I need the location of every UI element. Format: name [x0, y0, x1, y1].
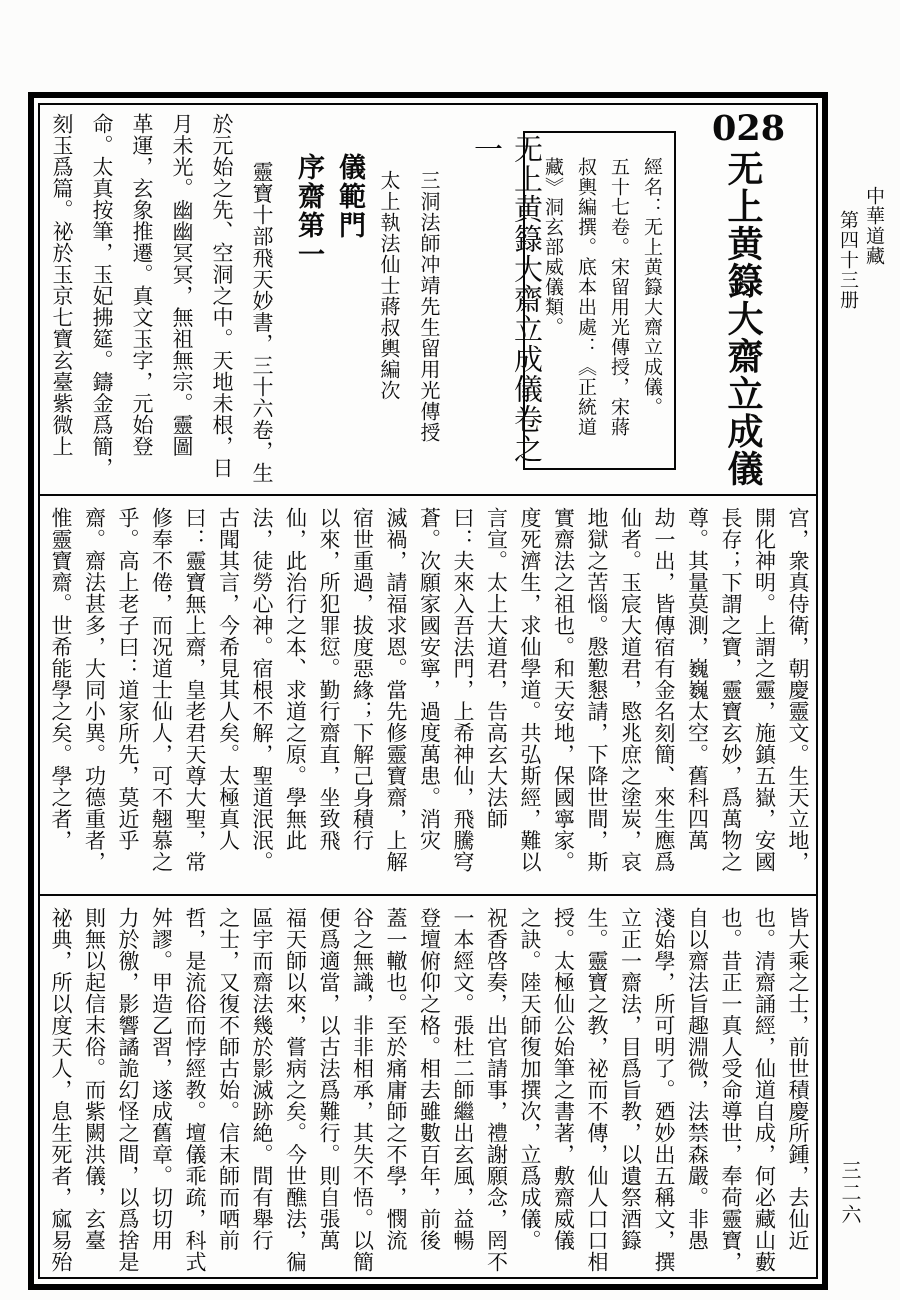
text-column: 蓋一轍也。至於痛庸師之不學，憫流 [384, 907, 408, 1251]
volume-title: 中華道藏 [863, 186, 884, 266]
text-column: 乎。高上老子曰：道家所先，莫近乎 [116, 507, 140, 851]
work-title: 无上黄籙大齋立成儀 [723, 150, 763, 488]
juan-title: 无上黄籙大齋立成儀卷之一 [470, 134, 542, 464]
text-column: 授。太極仙公始筆之書著，敷齋威儀 [551, 907, 576, 1251]
middle-register-body [42, 507, 814, 887]
text-column: 祝香啓奏，出官請事，禮謝願念，罔不 [484, 907, 509, 1273]
text-column: 仙者。玉宸大道君，愍兆庶之塗炭，哀 [618, 507, 643, 873]
top-register-body [41, 113, 282, 493]
text-column: 皆大乘之士，前世積慶所鍾，去仙近 [786, 907, 810, 1251]
colophon-line: 叔輿編撰。底本出處：《正統道 [575, 157, 596, 437]
text-column: 刻玉爲篇。祕於玉京七寶玄臺紫微上 [50, 113, 74, 457]
text-column: 一本經文。張杜二師繼出玄風，益暢 [451, 907, 475, 1251]
text-column: 便爲適當，以古法爲難行。則自張萬 [317, 907, 341, 1251]
text-column: 古聞其言，今希見其人矣。太極真人 [216, 507, 241, 851]
text-column: 月未光。幽幽冥冥，無祖無宗。靈圖 [170, 113, 194, 457]
text-column: 惟靈寶齋。世希能學之矣。學之者， [49, 507, 73, 851]
colophon-line: 藏》洞玄部威儀類。 [542, 157, 563, 337]
colophon-line: 五十七卷。宋留用光傳授，宋蔣 [608, 157, 629, 437]
text-column: 滅禍，請福求恩。當先修靈寶齋，上解 [384, 507, 408, 873]
text-column: 淺始學，所可明了。廼妙出五稱文，撰 [652, 907, 676, 1273]
text-column: 自以齋法旨趣淵微，法禁森嚴。非愚 [685, 907, 710, 1251]
attribution-line: 太上執法仙士蔣叔輿編次 [377, 170, 399, 401]
bottom-register-body [42, 907, 814, 1283]
page-number: 三二六 [838, 1160, 860, 1226]
volume-number: 第四十三册 [837, 210, 858, 310]
text-column: 齋。齋法甚多，大同小異。功德重者， [82, 507, 107, 873]
text-column: 開化神明。上謂之靈，施鎮五嶽，安國 [752, 507, 777, 873]
text-column: 之士，又復不師古始。信末師而哂前 [216, 907, 241, 1251]
text-column: 生。靈寶之教，祕而不傳，仙人口口相 [585, 907, 609, 1273]
text-column: 革運，玄象推遷。真文玉字，元始登 [130, 113, 154, 457]
register-divider-bottom [38, 894, 817, 896]
attribution-line: 三洞法師冲靖先生留用光傳授 [417, 170, 439, 443]
text-column: 也。清齋誦經，仙道自成，何必藏山藪 [752, 907, 777, 1273]
colophon-columns [536, 157, 668, 458]
text-column: 福天師以來，嘗病之矣。今世醮法，徧 [283, 907, 308, 1273]
text-column: 地獄之苦惱。慇懃懇請，下降世間，斯 [585, 507, 609, 873]
subsection-heading: 序齋第一 [294, 153, 324, 269]
text-column: 哲，是流俗而悖經教。壇儀乖疏，科式 [183, 907, 207, 1273]
text-column: 實齋法之祖也。和天安地，保國寧家。 [551, 507, 576, 873]
text-column: 靈寶十部飛天妙書，三十六卷，生 [250, 161, 274, 484]
text-column: 長存；下謂之寶，靈寶玄妙，爲萬物之 [719, 507, 743, 873]
register-divider-top [38, 494, 817, 496]
text-column: 命。太真按筆，玉妃拂筵。鑄金爲簡， [90, 113, 114, 479]
section-heading: 儀範門 [335, 153, 365, 240]
text-column: 度死濟生，求仙學道。共弘斯經，難以 [518, 507, 542, 873]
text-column: 以來，所犯罪愆。勤行齋直，坐致飛 [317, 507, 341, 851]
text-column: 舛謬。甲造乙習，遂成舊章。切切用 [149, 907, 174, 1251]
text-column: 尊。其量莫測，巍巍太空。舊科四萬 [685, 507, 710, 851]
text-column: 谷之無識，非非相承，其失不悟。以簡 [350, 907, 375, 1273]
text-column: 力於徼，影響譎詭幻怪之間，以爲捨是 [116, 907, 140, 1273]
attribution-columns [368, 170, 448, 462]
text-column: 立正一齋法，目爲旨教，以遺祭酒籙 [618, 907, 643, 1251]
colophon-line: 經名：无上黄籙大齋立成儀。 [641, 157, 662, 417]
text-column: 蒼。次願家國安寧，過度萬患。消灾 [417, 507, 442, 851]
text-column: 劫一出，皆傳宿有金名刻簡、來生應爲 [652, 507, 676, 873]
text-column: 之訣。陸天師復加撰次，立爲成儀。 [518, 907, 542, 1251]
text-column: 修奉不倦，而况道士仙人，可不翹慕之 [149, 507, 174, 873]
text-column: 祕典，所以度天人，息生死者，寙易殆 [49, 907, 73, 1273]
text-column: 宫，衆真侍衛，朝慶靈文。生天立地， [786, 507, 810, 873]
text-column: 仙，此治行之本、求道之原。學無此 [283, 507, 308, 851]
text-column: 言宣。太上大道君，告高玄大法師 [484, 507, 509, 830]
text-column: 也。昔正一真人受命導世，奉荷靈寶， [719, 907, 743, 1273]
volume-label [834, 186, 886, 606]
text-column: 於元始之先、空洞之中。天地未根，日 [210, 113, 234, 479]
text-column: 曰：靈寶無上齋，皇老君天尊大聖，常 [183, 507, 207, 873]
text-column: 宿世重過，拔度惡緣；下解己身積行 [350, 507, 375, 851]
serial-number: 028 [712, 108, 786, 149]
text-column: 曰：夫來入吾法門，上希神仙，飛騰穹 [451, 507, 475, 873]
text-column: 區宇而齋法幾於影滅跡絶。間有舉行 [250, 907, 274, 1251]
text-column: 則無以起信末俗。而紫闕洪儀，玄臺 [82, 907, 107, 1251]
text-column: 登壇俯仰之格。相去雖數百年，前後 [417, 907, 442, 1251]
text-column: 法，徒勞心神。宿根不解，聖道泯泯。 [250, 507, 274, 873]
